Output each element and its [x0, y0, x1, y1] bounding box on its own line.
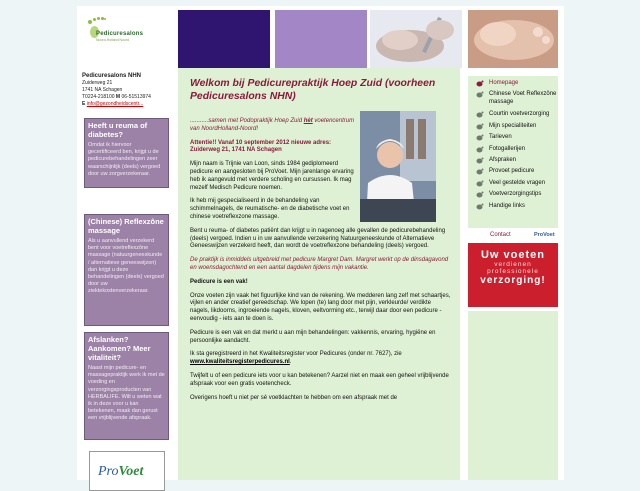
nav-fotogallerijen[interactable]: Fotogallerijen	[468, 144, 558, 155]
promo-line-1: Uw voeten	[480, 249, 545, 261]
contact-city: 1741 NA Schagen	[82, 87, 123, 93]
paragraph-intro: Mijn naam is Trijnie van Loon, sinds 1984 gediplomeerd pedicure en aangesloten bij ProVoet. Mijn jarenlange ervaring heb ik aangevuld met verdere scholing en cursussen. Ik mag mezelf Medisch Pedicure noemen.	[190, 161, 354, 191]
left-column	[82, 10, 170, 480]
nav-veel-gestelde-vragen[interactable]: Veel gestelde vragen	[468, 178, 558, 189]
foot-icon	[475, 111, 484, 118]
contact-name: Pedicuresalons NHN	[82, 73, 142, 79]
contact-mobile-label: M	[115, 94, 121, 100]
nav-specialiteiten[interactable]: Mijn specialiteiten	[468, 121, 558, 132]
contact-email-link[interactable]: info@gezondheidscentr...	[86, 101, 144, 107]
main-navigation	[468, 76, 558, 228]
box-title: Heeft u reuma of diabetes?	[88, 121, 148, 139]
paragraph-margret: De praktijk is inmiddels uitgebreid met pedicure Margret Dam. Margret werkt op de dinsdagavond en woensdagochtend en een aantal dagdelen tijdens mijn vakantie.	[190, 257, 449, 271]
foot-icon	[475, 80, 484, 87]
nav-chinese-voet[interactable]: Chinese Voet Reflexzône massage	[468, 89, 558, 109]
foot-icon	[475, 203, 484, 210]
site-logo[interactable]	[82, 14, 170, 70]
main-content	[178, 68, 460, 480]
foot-icon	[475, 146, 484, 153]
foot-icon	[475, 157, 484, 164]
register-link[interactable]: www.kwaliteitsregisterpedicures.nl	[190, 359, 290, 366]
contact-block	[82, 73, 170, 108]
paragraph-specialization: Ik heb mij gespecialiseerd in de behandeling van schimmelnagels, de reumatische- en de diabetische voet en chinese voetreflexzone massage.	[190, 198, 350, 220]
nav-tarieven[interactable]: Tarieven	[468, 132, 558, 143]
logo-brand-sub: Noord-Holland Noord	[96, 38, 130, 42]
box-body: Naast mijn pedicure- en massagepraktijk werk ik met de voeding en verzorgingsproducten van HERBALIFE. Wilt u weten wat ik in deze voor u kan betekenen, maak dan gerust een vrijblijvende afspraak.	[88, 365, 165, 422]
right-column-background	[468, 311, 558, 480]
paragraph-register: Ik sta geregistreerd in het Kwaliteitsregister voor Pedicures (onder nr. 7627), zie www.kwaliteitsregisterpedicures.nl.	[190, 351, 402, 366]
header-photo-pedicure-tools	[370, 10, 462, 68]
contact-mobile: 06-51513974	[121, 94, 151, 100]
nav-afspraken[interactable]: Afspraken	[468, 155, 558, 166]
foot-icon	[475, 91, 484, 98]
paragraph-voeten: Onze voeten zijn vaak het figuurlijke kind van de rekening. We medderen lang zelf met schaartjes, vijlen en ander creatief gereedschap. We lopen (te) lang door met pijn, verkleurde/ verdikte nagels, likdoorns, ingroeiende nagels, kloven, eeltvorming etc., terwijl daar door een pedicure - eenvoudig - iets aan te doen is.	[190, 292, 451, 322]
header-image-dark	[178, 10, 270, 68]
box-title: (Chinese) Reflexzône massage	[88, 217, 164, 235]
nav-homepage[interactable]: Homepage	[468, 78, 558, 89]
foot-icon	[475, 134, 484, 141]
promo-line-4: verzorging!	[480, 275, 546, 286]
box-body: Omdat ik hiervoor gecertificeerd ben, krijgt u de pedicurebehandelingen zeer waarschijnlijk (deels) vergoed door uw zorgverzekeraar.	[88, 142, 161, 177]
contact-link[interactable]: Contact	[490, 232, 511, 238]
foot-icon	[475, 191, 484, 198]
contact-strip	[468, 230, 558, 241]
right-column	[468, 68, 558, 480]
heading-vak: Pedicure is een vak!	[190, 278, 248, 285]
contact-email-line	[82, 101, 170, 108]
intro-text: ...........samen met Podopraktijk Hoep Zuid hèt voetencentrum van NoordHolland-Noord!	[190, 118, 355, 132]
reuma-diabetes-box[interactable]	[84, 118, 169, 188]
foot-icon	[475, 180, 484, 187]
paragraph-twijfel: Twijfelt u of een pedicure iets voor u kan betekenen? Aarzel niet en maak een geheel vrijblijvende afspraak voor een gratis voetencheck.	[190, 372, 449, 387]
box-title: Afslanken? Aankomen? Meer vitaliteit?	[88, 335, 151, 362]
page-title: Welkom bij Pedicurepraktijk Hoep Zuid (voorheen Pedicuresalons NHN)	[190, 78, 436, 102]
contact-street: Zuiderweg 21	[82, 80, 113, 86]
paragraph-insurance: Bent u reuma- of diabetes patiënt dan krijgt u in nagenoeg alle gevallen de pedicurebehandeling (deels) vergoed. Indien u in uw aanvullende verzekering Natuurgeneeskunde of Alternatieve Geneeswijzen verzekerd heeft, dan wordt de voetreflexzone behandeling (deels) vergoed.	[190, 227, 446, 250]
foot-icon	[475, 123, 484, 130]
contact-phones	[82, 94, 170, 101]
nav-handige-links[interactable]: Handige links	[468, 201, 558, 212]
promo-line-3: professionele	[487, 268, 539, 275]
nav-voetverzorgingstips[interactable]: Voetverzorgingstips	[468, 189, 558, 200]
attention-notice: Attentie!! Vanaf 10 september 2012 nieuwe adres: Zuiderweg 21, 1741 NA Schagen	[190, 139, 332, 154]
header-image-lilac	[275, 10, 367, 68]
nav-courtin[interactable]: Courtin voetverzorging	[468, 109, 558, 120]
reflexzone-box[interactable]	[84, 214, 169, 326]
provoet-small-logo[interactable]: ProVoet	[534, 232, 555, 238]
promo-banner	[468, 243, 558, 307]
contact-email-label: E	[82, 101, 86, 107]
box-body: Als u aanvullend verzekerd bent voor voetreflexzône massage (natuurgeneeskunde / alternatieve geneeswijzen) dan krijgt u deze behandelingen (deels) vergoed door uw ziektekostenverzekeraar.	[88, 238, 164, 295]
paragraph-overigens: Overigens hoeft u niet per sé voetklachten te hebben om een afspraak met de	[190, 394, 398, 401]
provoet-logo-text: ProVoet	[98, 464, 144, 479]
afslanken-box[interactable]	[84, 332, 169, 440]
paragraph-vakkennis: Pedicure is een vak en dat merkt u aan mijn behandelingen: vakkennis, ervaring, hygiëne en persoonlijke aandacht.	[190, 329, 436, 344]
header-photo-foot	[468, 10, 558, 68]
foot-icon	[475, 168, 484, 175]
contact-phone: T0224-218100	[82, 94, 115, 100]
article-text	[190, 112, 452, 408]
nav-provoet-pedicure[interactable]: Provoet pedicure	[468, 166, 558, 177]
provoet-logo[interactable]	[89, 451, 165, 491]
promo-line-2: verdienen	[494, 261, 532, 268]
logo-brand-name: Pedicuresalons	[96, 31, 144, 37]
